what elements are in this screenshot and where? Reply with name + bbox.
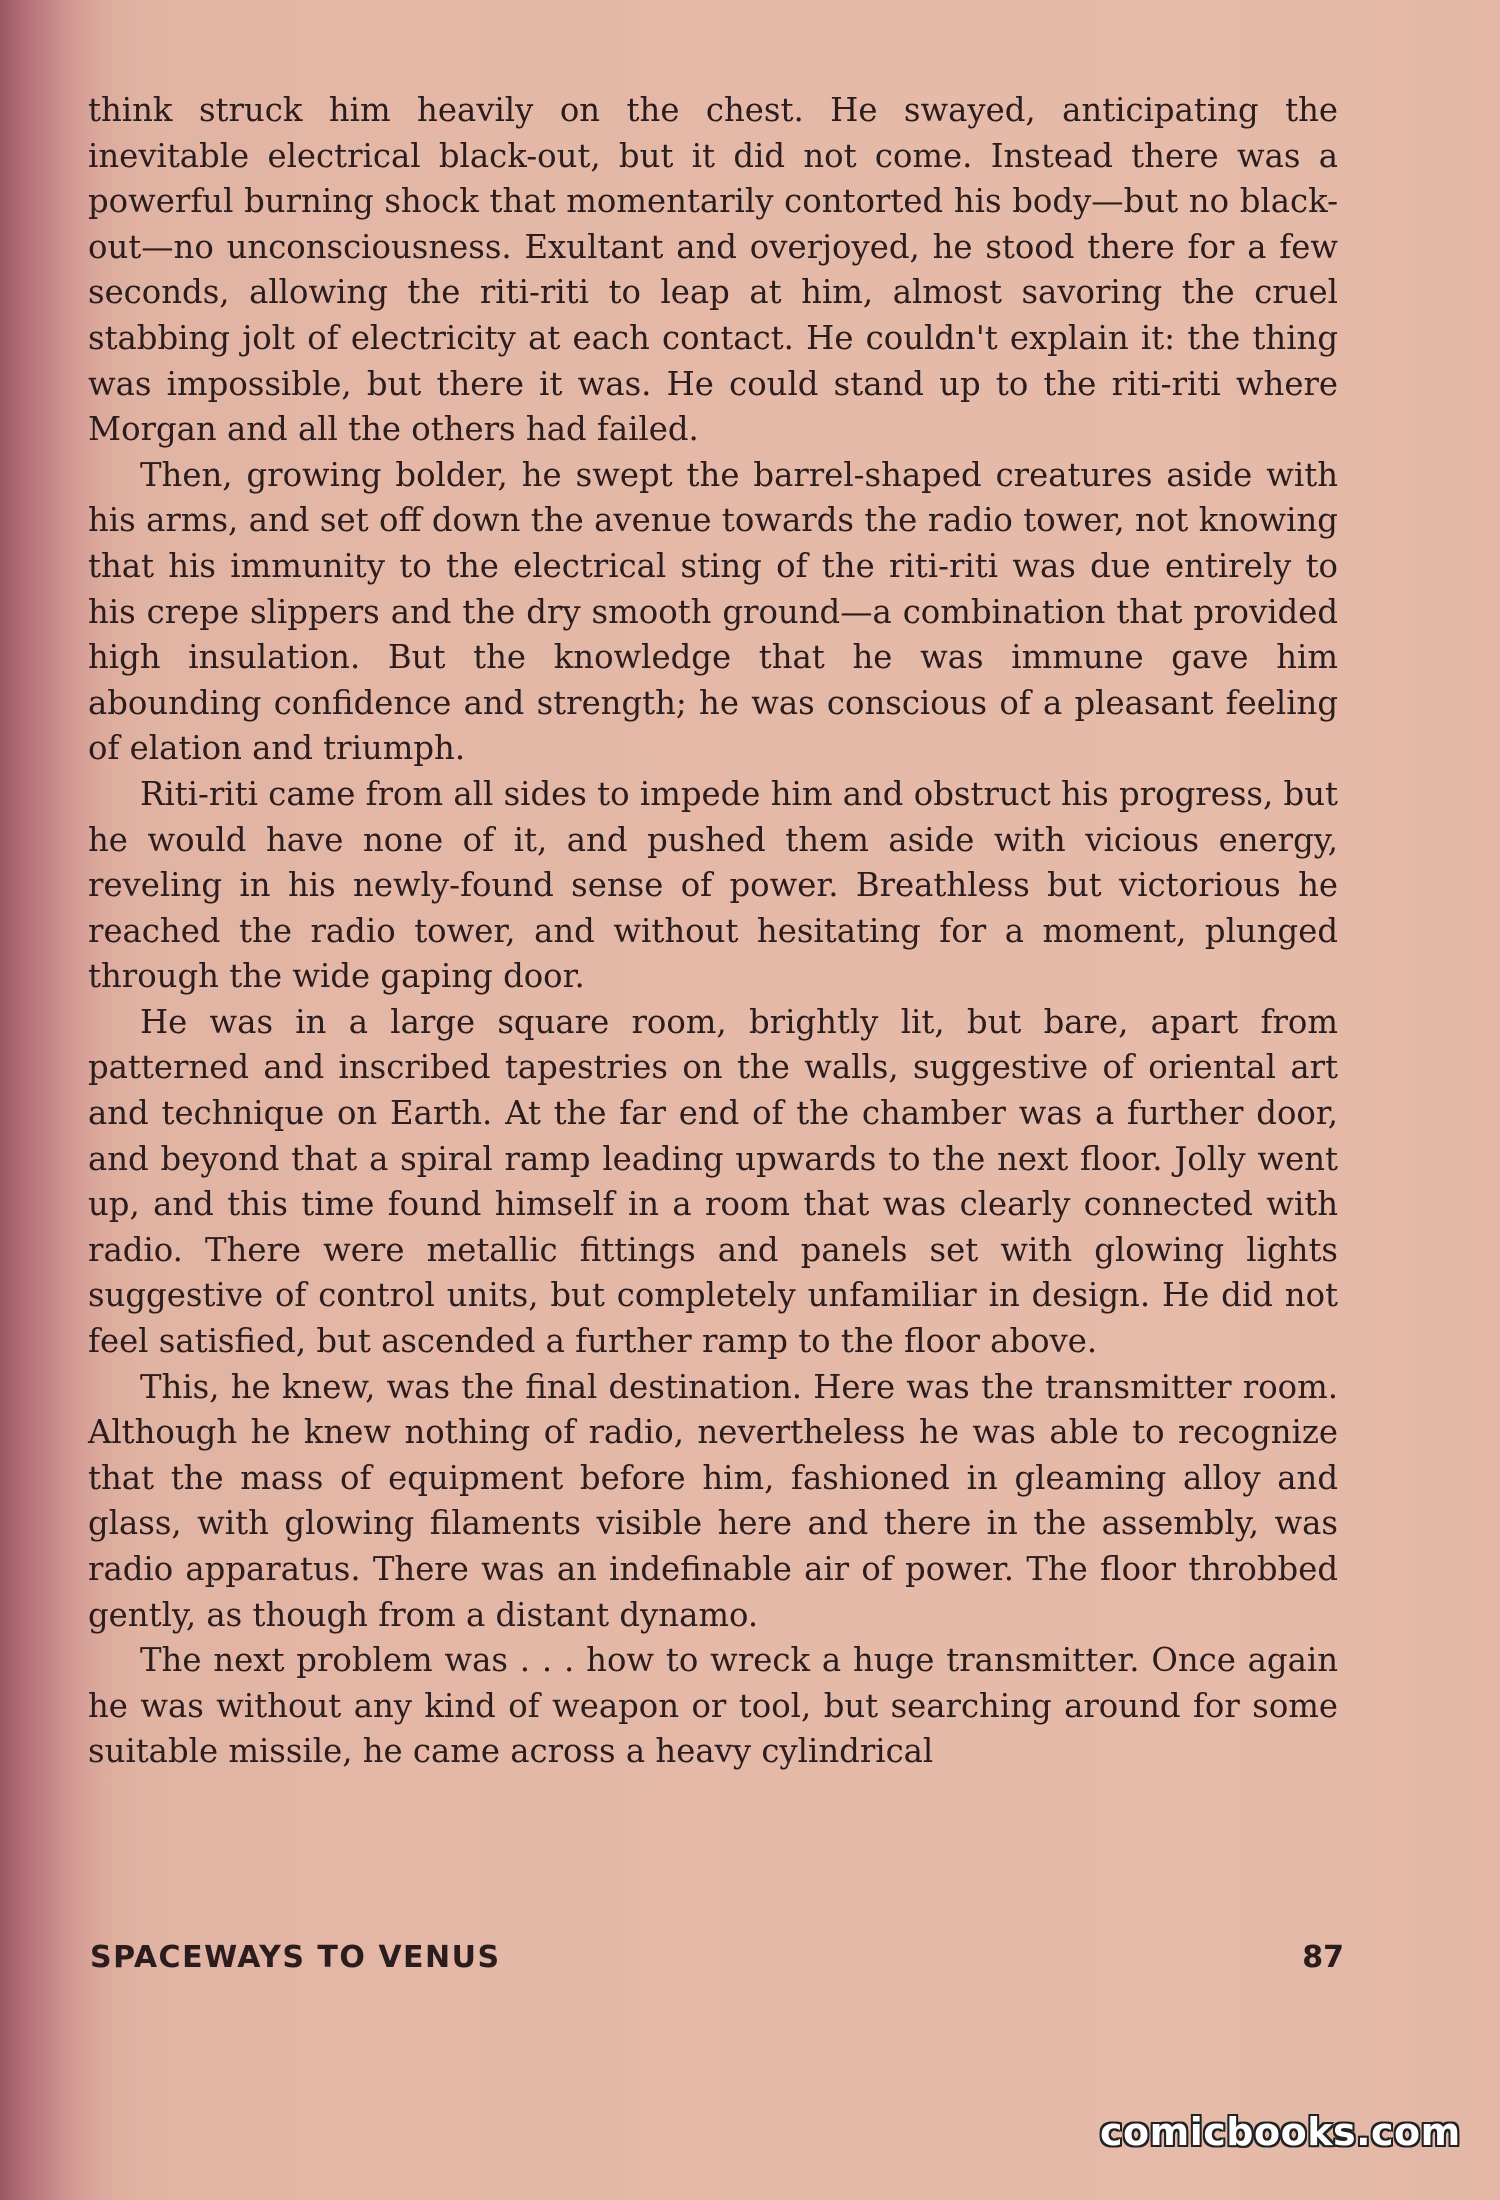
running-head: SPACEWAYS TO VENUS [90, 1940, 501, 1975]
paragraph-1: think struck him heavily on the chest. He swayed, anticipating the inevitable electrical black-out, but it did not come. Instead there was a powerful burning shock that momentarily contorted his body—but no black-out—no unconsciousness. Exultant and overjoyed, he stood there for a few seconds, allowing the riti-riti to leap at him, almost savoring the cruel stabbing jolt of electricity at each contact. He couldn't explain it: the thing was impossible, but there it was. He could stand up to the riti-riti where Morgan and all the others had failed. [88, 91, 1338, 449]
watermark-logo: comicbooks.com [1100, 2110, 1461, 2154]
paragraph-2: Then, growing bolder, he swept the barrel-shaped creatures aside with his arms, and set off down the avenue towards the radio tower, not knowing that his immunity to the electrical sting of the riti-riti was due entirely to his crepe slippers and the dry smooth ground—a combination that provided high insulation. But the knowledge that he was immune gave him abounding confidence and strength; he was conscious of a pleasant feeling of elation and triumph. [88, 455, 1338, 768]
paragraph-5: This, he knew, was the final destination. Here was the transmitter room. Although he knew nothing of radio, nevertheless he was able to recognize that the mass of equipment before him, fashioned in gleaming alloy and glass, with glowing filaments visible here and there in the assembly, was radio apparatus. There was an indefinable air of power. The floor throbbed gently, as though from a distant dynamo. [88, 1367, 1338, 1634]
paragraph-4: He was in a large square room, brightly lit, but bare, apart from patterned and inscribed tapestries on the walls, suggestive of oriental art and technique on Earth. At the far end of the chamber was a further door, and beyond that a spiral ramp leading upwards to the next floor. Jolly went up, and this time found himself in a room that was clearly connected with radio. There were metallic fittings and panels set with glowing lights suggestive of control units, but completely unfamiliar in design. He did not feel satisfied, but ascended a further ramp to the floor above. [88, 1002, 1338, 1361]
body-text [88, 88, 1338, 1775]
page-footer [90, 1940, 1344, 1980]
paragraph-3: Riti-riti came from all sides to impede him and obstruct his progress, but he would have none of it, and pushed them aside with vicious energy, reveling in his newly-found sense of power. Breathless but victorious he reached the radio tower, and without hesitating for a moment, plunged through the wide gaping door. [88, 774, 1338, 996]
page-number: 87 [1302, 1940, 1344, 1975]
paragraph-6: The next problem was . . . how to wreck a huge transmitter. Once again he was without any kind of weapon or tool, but searching around for some suitable missile, he came across a heavy cylindrical [88, 1641, 1338, 1771]
